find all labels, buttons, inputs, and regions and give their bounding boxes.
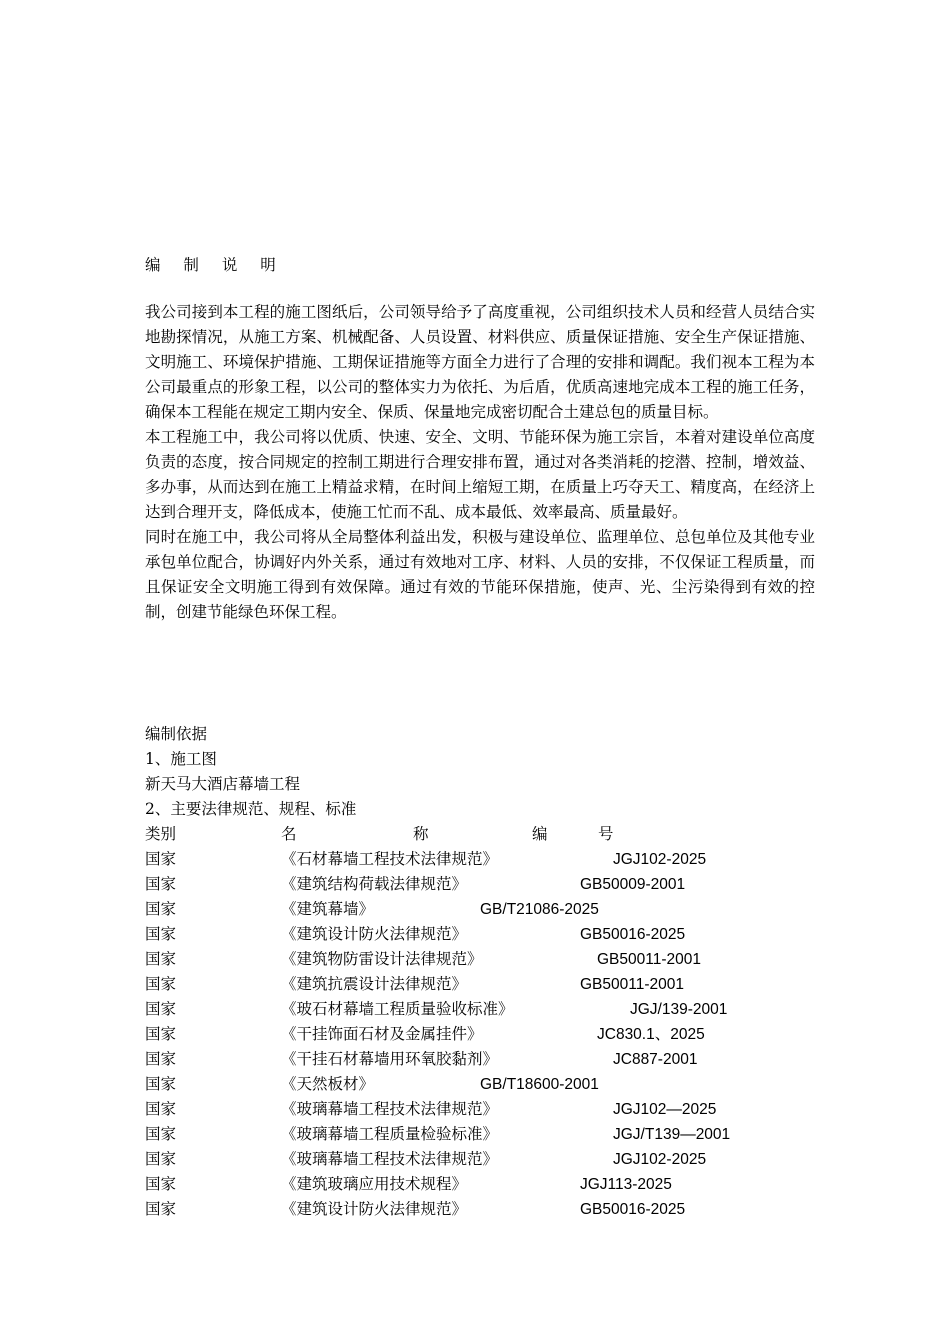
row-category: 国家: [145, 1100, 177, 1118]
description-body: [145, 300, 815, 625]
row-category: 国家: [145, 900, 177, 918]
row-name: 《建筑物防雷设计法律规范》: [281, 950, 483, 968]
table-row: [145, 872, 815, 897]
row-category: 国家: [145, 1175, 177, 1193]
table-row: [145, 997, 815, 1022]
row-name: 《玻石材幕墙工程质量验收标准》: [281, 1000, 514, 1018]
paragraph-1: 我公司接到本工程的施工图纸后，公司领导给予了高度重视，公司组织技术人员和经营人员结合实地勘探情况，从施工方案、机械配备、人员设置、材料供应、质量保证措施、安全生产保证措施、文明施工、环境保护措施、工期保证措施等方面全力进行了合理的安排和调配。我们视本工程为本公司最重点的形象工程，以公司的整体实力为依托、为后盾，优质高速地完成本工程的施工任务，确保本工程能在规定工期内安全、保质、保量地完成密切配合土建总包的质量目标。: [145, 303, 815, 421]
row-code: GB50011-2001: [580, 976, 684, 993]
row-code: JGJ102-2025: [613, 1151, 707, 1168]
standards-table-body: [145, 847, 815, 1222]
row-name: 《建筑抗震设计法律规范》: [281, 975, 468, 993]
row-category: 国家: [145, 1025, 177, 1043]
row-name: 《建筑设计防火法律规范》: [281, 1200, 468, 1218]
table-row: [145, 1072, 815, 1097]
basis-heading: 编制依据: [145, 725, 208, 743]
row-name: 《玻璃幕墙工程技术法律规范》: [281, 1150, 499, 1168]
row-code: JGJ113-2025: [580, 1176, 672, 1193]
table-row: [145, 1172, 815, 1197]
header-name-2: 称: [413, 825, 429, 843]
row-name: 《干挂饰面石材及金属挂件》: [281, 1025, 483, 1043]
row-name: 《玻璃幕墙工程技术法律规范》: [281, 1100, 499, 1118]
paragraph-2: 本工程施工中，我公司将以优质、快速、安全、文明、节能环保为施工宗旨，本着对建设单位高度负责的态度，按合同规定的控制工期进行合理安排布置，通过对各类消耗的挖潜、控制，增效益、多办事，从而达到在施工上精益求精，在时间上缩短工期，在质量上巧夺天工、精度高，在经济上达到合理开支，降低成本，使施工忙而不乱、成本最低、效率最高、质量最好。: [145, 428, 815, 521]
row-code: JGJ102-2025: [613, 851, 707, 868]
row-code: GB50016-2025: [580, 1201, 686, 1218]
row-code: JC887-2001: [613, 1051, 698, 1068]
row-name: 《建筑玻璃应用技术规程》: [281, 1175, 468, 1193]
row-code: JGJ/T139—2001: [613, 1126, 731, 1143]
table-row: [145, 1097, 815, 1122]
basis-section: [145, 722, 815, 1222]
row-category: 国家: [145, 1050, 177, 1068]
row-code: GB/T18600-2001: [480, 1076, 599, 1093]
table-row: [145, 947, 815, 972]
row-name: 《建筑幕墙》: [281, 900, 375, 918]
item1-value: 新天马大酒店幕墙工程: [145, 775, 301, 793]
table-row: [145, 1147, 815, 1172]
header-name-1: 名: [281, 825, 297, 843]
row-code: JGJ102—2025: [613, 1101, 717, 1118]
row-code: GB50009-2001: [580, 876, 686, 893]
row-category: 国家: [145, 1125, 177, 1143]
table-row: [145, 1022, 815, 1047]
row-category: 国家: [145, 975, 177, 993]
row-code: GB50011-2001: [597, 951, 701, 968]
standards-table-header: [145, 822, 815, 847]
paragraph-3: 同时在施工中，我公司将从全局整体利益出发，积极与建设单位、监理单位、总包单位及其他专业承包单位配合，协调好内外关系，通过有效地对工序、材料、人员的安排，不仅保证工程质量，而且保证安全文明施工得到有效保障。通过有效的节能环保措施，使声、光、尘污染得到有效的控制，创建节能绿色环保工程。: [145, 528, 815, 621]
table-row: [145, 847, 815, 872]
table-row: [145, 972, 815, 997]
table-row: [145, 922, 815, 947]
row-code: GB50016-2025: [580, 926, 686, 943]
row-category: 国家: [145, 925, 177, 943]
row-name: 《石材幕墙工程技术法律规范》: [281, 850, 499, 868]
row-name: 《天然板材》: [281, 1075, 375, 1093]
row-name: 《建筑结构荷载法律规范》: [281, 875, 468, 893]
table-row: [145, 1122, 815, 1147]
row-category: 国家: [145, 850, 177, 868]
table-row: [145, 897, 815, 922]
item1-label: 1、施工图: [145, 750, 217, 768]
row-code: GB/T21086-2025: [480, 901, 599, 918]
header-code-1: 编: [532, 825, 548, 843]
row-category: 国家: [145, 950, 177, 968]
row-category: 国家: [145, 875, 177, 893]
row-code: JC830.1、2025: [597, 1026, 705, 1043]
table-row: [145, 1197, 815, 1222]
item2-label: 2、主要法律规范、规程、标准: [145, 800, 357, 818]
document-title: 编 制 说 明: [145, 256, 285, 274]
header-code-2: 号: [598, 825, 614, 843]
row-category: 国家: [145, 1000, 177, 1018]
row-name: 《玻璃幕墙工程质量检验标准》: [281, 1125, 499, 1143]
row-code: JGJ/139-2001: [630, 1001, 728, 1018]
table-row: [145, 1047, 815, 1072]
row-category: 国家: [145, 1075, 177, 1093]
row-category: 国家: [145, 1200, 177, 1218]
row-category: 国家: [145, 1150, 177, 1168]
header-category: 类别: [145, 825, 177, 843]
row-name: 《建筑设计防火法律规范》: [281, 925, 468, 943]
row-name: 《干挂石材幕墙用环氧胶黏剂》: [281, 1050, 499, 1068]
